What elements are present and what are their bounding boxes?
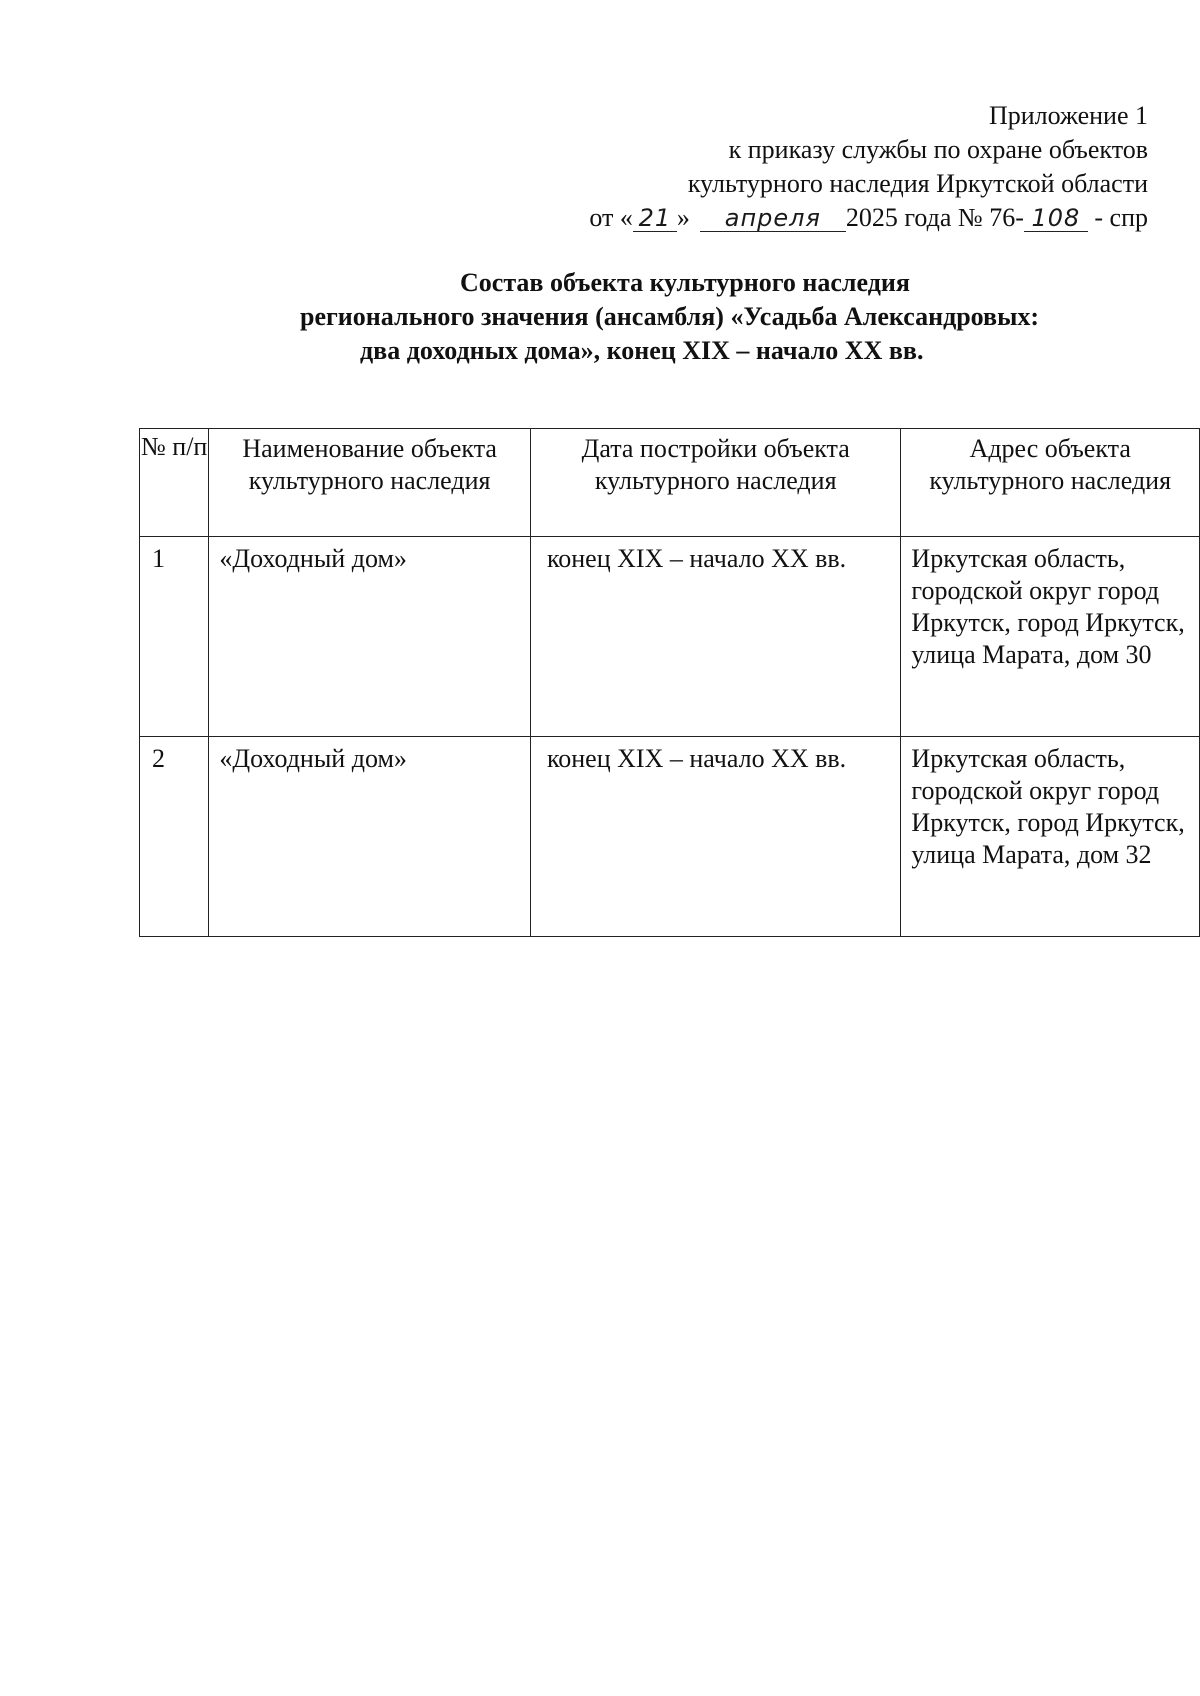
day-suffix: »	[676, 203, 690, 232]
cell-date: конец XIX – начало XX вв.	[530, 537, 900, 737]
title-line-3: два доходных дома», конец XIX – начало XX вв.	[360, 336, 924, 365]
header-num: № п/п	[140, 429, 209, 537]
year-text: 2025 года № 76-	[845, 203, 1024, 232]
table-row	[140, 737, 1200, 937]
table-header-row	[140, 429, 1200, 537]
appendix-order-ref: к приказу службы по охране объектов	[728, 135, 1148, 164]
cell-address: Иркутская область, городской округ город Иркутск, город Иркутск, улица Марата, дом 30	[901, 537, 1200, 737]
handwritten-day: 21	[633, 205, 677, 232]
header-date: Дата постройки объекта культурного наследия	[530, 429, 900, 537]
cell-num: 1	[140, 537, 209, 737]
appendix-authority: культурного наследия Иркутской области	[687, 169, 1148, 198]
title-line-1: Состав объекта культурного наследия	[460, 268, 910, 297]
cell-name: «Доходный дом»	[209, 737, 531, 937]
appendix-title: Приложение 1	[988, 101, 1148, 130]
appendix-date-line	[448, 201, 1148, 235]
header-name: Наименование объекта культурного наследия	[209, 429, 531, 537]
table-row	[140, 537, 1200, 737]
document-title	[280, 266, 1130, 368]
cell-address: Иркутская область, городской округ город Иркутск, город Иркутск, улица Марата, дом 32	[901, 737, 1200, 937]
cell-name: «Доходный дом»	[209, 537, 531, 737]
title-line-2: регионального значения (ансамбля) «Усадьба Александровых:	[300, 302, 1040, 331]
cell-num: 2	[140, 737, 209, 937]
cell-date: конец XIX – начало XX вв.	[530, 737, 900, 937]
appendix-header	[448, 99, 1148, 235]
header-address: Адрес объекта культурного наследия	[901, 429, 1200, 537]
order-suffix: - спр	[1087, 203, 1148, 232]
date-prefix: от «	[589, 203, 633, 232]
handwritten-order-number: 108	[1024, 205, 1088, 232]
heritage-objects-table	[139, 428, 1200, 937]
handwritten-month: апреля	[700, 205, 846, 232]
